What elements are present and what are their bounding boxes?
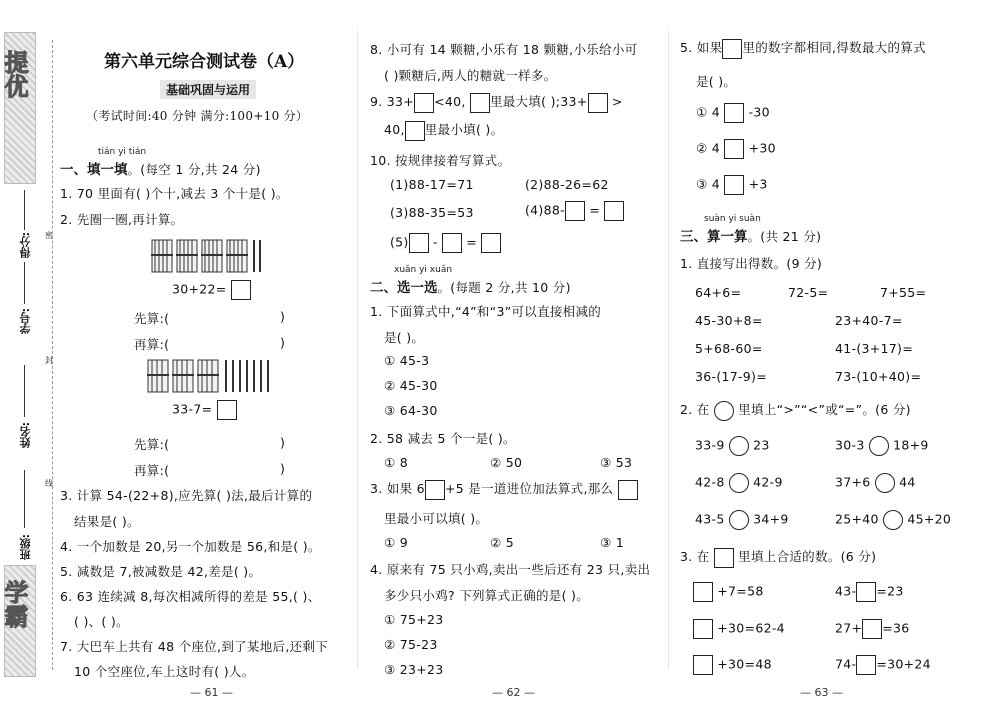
q1: 1. 70 里面有( )个十,减去 3 个十是( )。 (60, 186, 289, 201)
q2-first-2 (134, 435, 169, 453)
c1-r4-a: 36-(17-9)= (695, 369, 768, 384)
q7-line2: 10 个空座位,车上这时有( )人。 (74, 664, 255, 679)
q9-text-c: 里最大填( );33+ (489, 94, 588, 109)
q2-first-1 (134, 309, 169, 327)
q2-first-1-close: ) (280, 309, 286, 324)
s2-option-1[interactable]: ① 8 (384, 455, 409, 470)
s4-line2: 多少只小鸡? 下列算式正确的是( )。 (384, 588, 590, 603)
then-label: 再算:( (134, 463, 170, 478)
c2-row-2b (835, 473, 916, 493)
c1-r4-c: 73-(10+40)= (835, 369, 922, 384)
c1-r1-b: 72-5= (788, 285, 829, 300)
c2-row-3 (695, 510, 789, 530)
c2-row-2 (695, 473, 783, 493)
s5-box[interactable] (722, 39, 742, 59)
c2-r2b-right: 44 (899, 474, 916, 490)
q2-equation-2 (172, 400, 237, 420)
c1-r1-a: 64+6= (695, 285, 742, 300)
s1-line1: 1. 下面算式中,“4”和“3”可以直接相减的 (370, 304, 602, 319)
s1-line2: 是( )。 (384, 330, 425, 345)
id-field-line (24, 262, 25, 304)
c3-r3-text: +30=48 (717, 656, 772, 672)
q7-line1: 7. 大巴车上共有 48 个座位,到了某地后,还剩下 (60, 639, 328, 654)
score-field-label: 得分: (19, 232, 32, 259)
c1-r3-c: 41-(3+17)= (835, 341, 913, 356)
c2-r2b-left: 37+6 (835, 474, 871, 490)
q2-then-2-close: ) (280, 461, 286, 476)
s5-option-1[interactable] (696, 103, 770, 123)
c2-row-1b (835, 436, 929, 456)
c3-r1-box-2[interactable] (856, 582, 876, 602)
q10-item2: (2)88-26=62 (525, 177, 609, 192)
s3-option-2[interactable]: ② 5 (490, 535, 515, 550)
q2-then-1 (134, 335, 169, 353)
c3-r2-box-1[interactable] (693, 619, 713, 639)
first-label: 先算:( (134, 311, 170, 326)
c1-r2-c: 23+40-7= (835, 313, 903, 328)
first-label: 先算:( (134, 437, 170, 452)
c2-r1-circle-1[interactable] (729, 436, 749, 456)
s4-option-1[interactable]: ① 75+23 (384, 612, 444, 627)
page-number-63: — 63 — (800, 686, 843, 699)
c2-r1-circle-2[interactable] (869, 436, 889, 456)
score-field-line (24, 190, 25, 230)
s3-line1 (370, 479, 638, 500)
s4-option-2[interactable]: ② 75-23 (384, 637, 438, 652)
c3-row-2 (693, 619, 785, 639)
s5-option-3[interactable] (696, 175, 768, 195)
q10-item4-box-1[interactable] (565, 201, 585, 221)
c3-text-a: 3. 在 (680, 549, 710, 564)
c2-r2-circle-1[interactable] (729, 473, 749, 493)
c3-r2-box-2[interactable] (862, 619, 882, 639)
q9-line2 (384, 120, 503, 141)
sticks-bundles-illustration-1 (150, 238, 275, 274)
q2-eq2-answer-box[interactable] (217, 400, 237, 420)
opt-pre: ③ 4 (696, 176, 721, 192)
c3-r3-box-1[interactable] (693, 655, 713, 675)
c3-text-b: 里填上合适的数。(6 分) (738, 549, 877, 564)
c2-r3-circle-1[interactable] (729, 510, 749, 530)
c3-r2b-a: 27+ (835, 620, 863, 636)
c3-r3-box-2[interactable] (856, 655, 876, 675)
test-title: 第六单元综合测试卷（A） (104, 52, 305, 72)
q2-eq2-text: 33-7= (172, 401, 213, 417)
sticks-bundles-illustration-2 (146, 358, 276, 394)
section2-note: 。(每题 2 分,共 10 分) (437, 280, 571, 295)
name-field-line (24, 365, 25, 417)
s4-line1: 4. 原来有 75 只小鸡,卖出一些后还有 23 只,卖出 (370, 562, 651, 577)
section1-note: 。(每空 1 分,共 24 分) (127, 162, 261, 177)
q9-box-3[interactable] (588, 93, 608, 113)
c1-r3-a: 5+68-60= (695, 341, 763, 356)
q9-box-2[interactable] (470, 93, 490, 113)
s2: 2. 58 减去 5 个一是( )。 (370, 431, 516, 446)
q9-text-a: 9. 33+ (370, 94, 415, 109)
q9-text-b: <40, (434, 94, 466, 109)
section3-title: 三、算一算 (680, 229, 748, 245)
c3-row-3b (835, 655, 931, 675)
q6-line1: 6. 63 连续减 8,每次相减所得的差是 55,( )、 (60, 589, 321, 604)
c1-r2-a: 45-30+8= (695, 313, 763, 328)
c1: 1. 直接写出得数。(9 分) (680, 256, 823, 271)
c3-row-3 (693, 655, 772, 675)
seal-mark-1: 密 (45, 231, 53, 240)
q2-first-2-close: ) (280, 435, 286, 450)
section3-note: 。(共 21 分) (747, 229, 822, 244)
section1-pinyin: tián yi tián (98, 147, 147, 157)
opt-post: +3 (748, 176, 768, 192)
s5-line1 (680, 38, 926, 59)
binding-sidebar (0, 0, 58, 707)
q10-item5-box-2[interactable] (442, 233, 462, 253)
c2-r3b-left: 25+40 (835, 511, 879, 527)
c2-text-a: 2. 在 (680, 402, 710, 417)
class-field-line (24, 470, 25, 528)
s5-option-3-box[interactable] (724, 175, 744, 195)
q10-item1: (1)88-17=71 (390, 177, 474, 192)
q10-item5-box-3[interactable] (481, 233, 501, 253)
page-number-61: — 61 — (190, 686, 233, 699)
q3-line2: 结果是( )。 (74, 514, 140, 529)
s1-option-2[interactable]: ② 45-30 (384, 378, 438, 393)
c3-r1b-b: =23 (876, 583, 904, 599)
q5: 5. 减数是 7,被减数是 42,差是( )。 (60, 564, 262, 579)
c3-row-1b (835, 582, 904, 602)
q9-box-4[interactable] (405, 121, 425, 141)
s3-text-b: +5 是一道进位加法算式,那么 (444, 481, 614, 496)
section3-pinyin: suàn yi suàn (704, 214, 761, 224)
c3-row-1 (693, 582, 764, 602)
section2-heading (370, 276, 571, 296)
class-field-label: 班级: (19, 534, 32, 561)
q10-item5-text: (5) (390, 234, 409, 250)
c2-r3b-right: 45+20 (907, 511, 952, 527)
c2-r3-right: 34+9 (753, 511, 789, 527)
s1-option-1[interactable]: ① 45-3 (384, 353, 430, 368)
c3-r1b-a: 43- (835, 583, 857, 599)
c2-row-3b (835, 510, 951, 530)
opt-pre: ② 4 (696, 140, 721, 156)
section2-pinyin: xuǎn yi xuǎn (394, 265, 453, 275)
s5-text-b: 里的数字都相同,得数最大的算式 (742, 40, 926, 55)
q8-line2: ( )颗糖后,两人的糖就一样多。 (384, 68, 557, 83)
s3-box-2[interactable] (618, 480, 638, 500)
s3-text-a: 3. 如果 6 (370, 481, 425, 496)
c2-row-1 (695, 436, 770, 456)
c2-r2-right: 42-9 (753, 474, 783, 490)
column-divider-2 (668, 30, 669, 670)
section3-heading (680, 225, 821, 245)
c2-r3-left: 43-5 (695, 511, 725, 527)
s3-option-1[interactable]: ① 9 (384, 535, 409, 550)
q10-item4: (4)88- = (525, 201, 624, 221)
c3-r1-text: +7=58 (717, 583, 764, 599)
test-subtitle: 基础巩固与运用 (160, 80, 256, 99)
s5-option-2-box[interactable] (724, 139, 744, 159)
s4-option-3[interactable]: ③ 23+23 (384, 662, 444, 677)
page-number-62: — 62 — (492, 686, 535, 699)
c3-r3b-b: =30+24 (876, 656, 931, 672)
seal-mark-2: 封 (45, 356, 53, 365)
q2-then-2 (134, 461, 169, 479)
c2-circle-legend (714, 401, 734, 421)
c2-r1-right: 23 (753, 437, 770, 453)
c3-heading (680, 547, 876, 568)
q2-eq1-text: 30+22= (172, 281, 227, 297)
s2-option-3[interactable]: ③ 53 (600, 455, 633, 470)
sidebar-bottom-text: 学霸 (0, 580, 28, 628)
s5-line2: 是( )。 (696, 74, 737, 89)
q10-item4-text: (4)88- (525, 202, 565, 218)
c2-text-b: 里填上“>”“<”或“=”。(6 分) (738, 402, 911, 417)
c3-r3b-a: 74- (835, 656, 857, 672)
s3-option-3[interactable]: ③ 1 (600, 535, 625, 550)
s2-option-2[interactable]: ② 50 (490, 455, 523, 470)
id-field-label: 学号: (19, 308, 32, 335)
q9-line1 (370, 92, 623, 113)
q4: 4. 一个加数是 20,另一个加数是 56,和是( )。 (60, 539, 321, 554)
c2-r1-left: 33-9 (695, 437, 725, 453)
opt-post: -30 (748, 104, 770, 120)
q2-eq1-answer-box[interactable] (231, 280, 251, 300)
name-field-label: 姓名: (19, 422, 32, 449)
c3-box-legend (714, 548, 734, 568)
opt-post: +30 (748, 140, 776, 156)
section1-title: 一、填一填 (60, 162, 128, 178)
c3-row-2b (835, 619, 910, 639)
section1-heading (60, 158, 261, 178)
s5-text-a: 5. 如果 (680, 40, 723, 55)
c2-r2-left: 42-8 (695, 474, 725, 490)
s3-line2: 里最小可以填( )。 (384, 511, 489, 526)
c2-r1b-left: 30-3 (835, 437, 865, 453)
sidebar-top-text: 提优 (0, 50, 28, 98)
q10-item5: (5) - = (390, 233, 501, 253)
q3-line1: 3. 计算 54-(22+8),应先算( )法,最后计算的 (60, 488, 313, 503)
q9-text-f: 里最小填( )。 (424, 122, 504, 137)
c3-r2-text: +30=62-4 (717, 620, 785, 636)
c2-r3-circle-2[interactable] (883, 510, 903, 530)
q8-line1: 8. 小可有 14 颗糖,小乐有 18 颗糖,小乐给小可 (370, 42, 638, 57)
q6-line2: ( )、( )。 (74, 614, 129, 629)
column-divider-1 (357, 30, 358, 670)
test-info: （考试时间:40 分钟 满分:100+10 分） (86, 109, 309, 123)
q2-then-1-close: ) (280, 335, 286, 350)
c2-heading (680, 400, 911, 421)
q10-item4-box-2[interactable] (604, 201, 624, 221)
seal-mark-3: 线 (45, 479, 53, 488)
s5-option-1-box[interactable] (724, 103, 744, 123)
c1-r1-c: 7+55= (880, 285, 927, 300)
q9-text-e: 40, (384, 122, 405, 137)
seal-dashed-line (52, 40, 53, 670)
q9-box-1[interactable] (414, 93, 434, 113)
q10: 10. 按规律接着写算式。 (370, 153, 511, 168)
q10-item3: (3)88-35=53 (390, 205, 474, 220)
then-label: 再算:( (134, 337, 170, 352)
q9-text-d: > (611, 94, 623, 109)
c2-r2-circle-2[interactable] (875, 473, 895, 493)
s5-option-2[interactable] (696, 139, 776, 159)
s3-box-1[interactable] (425, 480, 445, 500)
c3-r1-box-1[interactable] (693, 582, 713, 602)
q2: 2. 先圈一圈,再计算。 (60, 212, 184, 227)
c3-r2b-b: =36 (882, 620, 910, 636)
s1-option-3[interactable]: ③ 64-30 (384, 403, 438, 418)
q10-item5-box-1[interactable] (409, 233, 429, 253)
section2-title: 二、选一选 (370, 280, 438, 296)
q2-equation-1 (172, 280, 251, 300)
opt-pre: ① 4 (696, 104, 721, 120)
c2-r1b-right: 18+9 (893, 437, 929, 453)
